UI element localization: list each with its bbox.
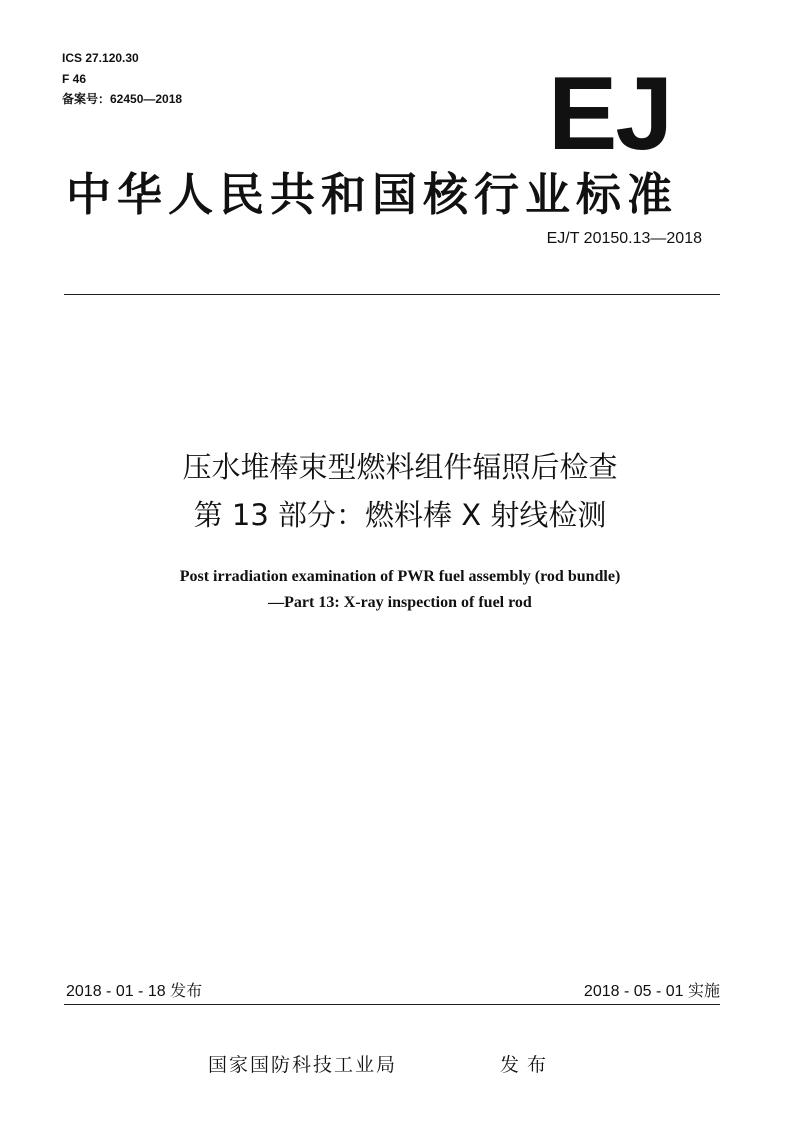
bottom-divider <box>64 1004 720 1005</box>
standard-type-title: 中华人民共和国核行业标准 <box>66 168 679 221</box>
english-title-line-2: —Part 13: X-ray inspection of fuel rod <box>268 594 532 611</box>
issue-date: 2018 - 01 - 18 发布 <box>66 983 203 1000</box>
implementation-date: 2018 - 05 - 01 实施 <box>583 983 720 1000</box>
issue-action: 发布 <box>500 1054 555 1076</box>
standard-number: EJ/T 20150.13—2018 <box>546 230 702 247</box>
ej-logo: EJ <box>548 56 672 172</box>
issuing-authority: 国家国防科技工业局 <box>208 1054 398 1076</box>
ics-code: ICS 27.120.30 <box>62 51 139 65</box>
record-number: 备案号：62450—2018 <box>62 92 183 106</box>
chinese-title-line-1: 压水堆棒束型燃料组件辐照后检查 <box>182 450 618 484</box>
english-title-line-1: Post irradiation examination of PWR fuel assembly (rod bundle) <box>179 568 621 585</box>
chinese-title-line-2: 第 13 部分：燃料棒 X 射线检测 <box>193 498 607 532</box>
top-divider <box>64 294 720 295</box>
classification-code: F 46 <box>62 72 87 86</box>
